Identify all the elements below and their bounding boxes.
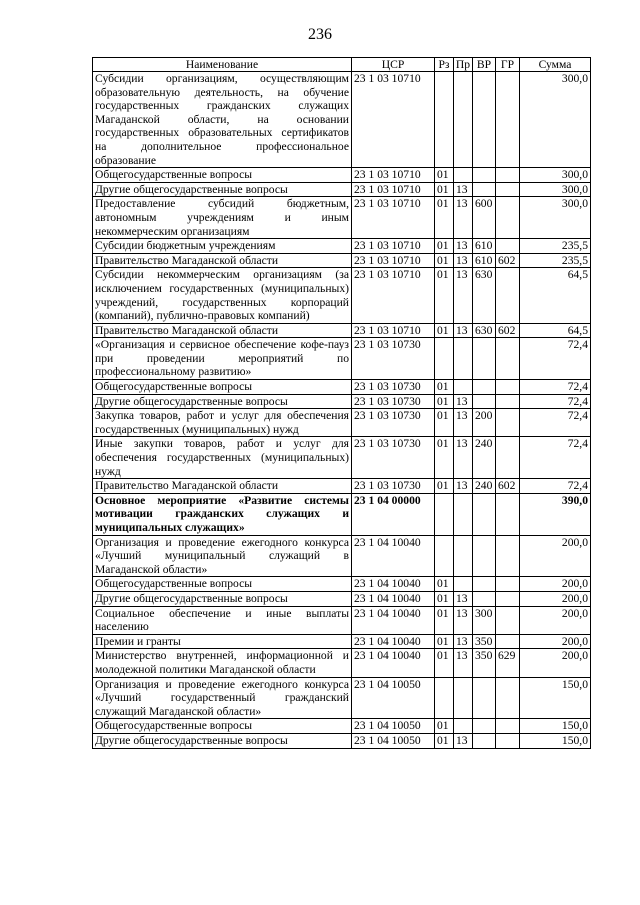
table-row: [93, 268, 591, 323]
row-vr: 350: [473, 634, 496, 649]
row-rz: [435, 338, 454, 380]
table-header-row: [93, 58, 591, 72]
table-row: [93, 733, 591, 748]
row-gr: 629: [496, 649, 520, 677]
row-pr: 13: [454, 409, 473, 437]
row-vr: [473, 493, 496, 535]
row-code: 23 1 03 10730: [352, 437, 435, 479]
row-code: 23 1 04 10050: [352, 733, 435, 748]
row-sum: 64,5: [520, 268, 591, 323]
row-vr: [473, 394, 496, 409]
row-name: Другие общегосударственные вопросы: [93, 733, 352, 748]
row-name: Правительство Магаданской области: [93, 323, 352, 338]
row-vr: [473, 168, 496, 183]
row-name: Предоставление субсидий бюджетным, автономным учреждениям и иным некоммерческим организациям: [93, 197, 352, 239]
row-vr: 630: [473, 268, 496, 323]
row-code: 23 1 03 10730: [352, 409, 435, 437]
row-sum: 72,4: [520, 338, 591, 380]
row-pr: [454, 72, 473, 168]
row-sum: 200,0: [520, 606, 591, 634]
row-gr: [496, 394, 520, 409]
row-vr: 350: [473, 649, 496, 677]
row-sum: 200,0: [520, 577, 591, 592]
row-gr: 602: [496, 253, 520, 268]
row-rz: 01: [435, 323, 454, 338]
row-vr: 240: [473, 479, 496, 494]
row-vr: [473, 535, 496, 577]
row-vr: 600: [473, 197, 496, 239]
row-vr: 610: [473, 253, 496, 268]
table-row: [93, 649, 591, 677]
row-gr: 602: [496, 323, 520, 338]
row-code: 23 1 03 10710: [352, 253, 435, 268]
table-row: [93, 719, 591, 734]
row-pr: 13: [454, 733, 473, 748]
row-code: 23 1 04 00000: [352, 493, 435, 535]
row-vr: 630: [473, 323, 496, 338]
row-rz: 01: [435, 437, 454, 479]
row-pr: [454, 168, 473, 183]
row-code: 23 1 03 10730: [352, 394, 435, 409]
row-code: 23 1 03 10710: [352, 72, 435, 168]
row-sum: 72,4: [520, 394, 591, 409]
row-sum: 200,0: [520, 649, 591, 677]
row-sum: 72,4: [520, 409, 591, 437]
table-body: [93, 72, 591, 749]
table-row: [93, 437, 591, 479]
row-pr: 13: [454, 437, 473, 479]
row-name: Другие общегосударственные вопросы: [93, 591, 352, 606]
row-name: Министерство внутренней, информационной и молодежной политики Магаданской области: [93, 649, 352, 677]
table-row: [93, 577, 591, 592]
row-name: Субсидии организациям, осуществляющим образовательную деятельность, на обучение государственных гражданских служащих Магаданской области, на основании государственных образовательных сертификатов на дополнительное профессиональное образование: [93, 72, 352, 168]
row-name: Общегосударственные вопросы: [93, 577, 352, 592]
row-rz: [435, 677, 454, 719]
row-rz: 01: [435, 649, 454, 677]
row-gr: [496, 72, 520, 168]
row-code: 23 1 03 10710: [352, 323, 435, 338]
row-name: Общегосударственные вопросы: [93, 168, 352, 183]
row-code: 23 1 03 10710: [352, 197, 435, 239]
table-row: [93, 394, 591, 409]
row-code: 23 1 04 10040: [352, 577, 435, 592]
row-vr: 300: [473, 606, 496, 634]
row-code: 23 1 03 10730: [352, 380, 435, 395]
table-row: [93, 338, 591, 380]
row-sum: 300,0: [520, 168, 591, 183]
row-gr: [496, 409, 520, 437]
row-pr: [454, 719, 473, 734]
row-name: Общегосударственные вопросы: [93, 719, 352, 734]
row-vr: [473, 577, 496, 592]
row-name: Организация и проведение ежегодного конкурса «Лучший государственный гражданский служащий Магаданской области»: [93, 677, 352, 719]
row-code: 23 1 03 10730: [352, 479, 435, 494]
table-row: [93, 168, 591, 183]
table-row: [93, 380, 591, 395]
row-vr: [473, 677, 496, 719]
row-rz: 01: [435, 268, 454, 323]
row-rz: 01: [435, 409, 454, 437]
row-vr: [473, 72, 496, 168]
row-code: 23 1 03 10710: [352, 168, 435, 183]
row-rz: 01: [435, 380, 454, 395]
row-code: 23 1 04 10040: [352, 649, 435, 677]
row-gr: [496, 197, 520, 239]
row-code: 23 1 04 10050: [352, 719, 435, 734]
row-sum: 390,0: [520, 493, 591, 535]
row-rz: 01: [435, 479, 454, 494]
row-sum: 300,0: [520, 197, 591, 239]
row-pr: 13: [454, 253, 473, 268]
header-sum: Сумма: [520, 58, 591, 72]
row-pr: 13: [454, 239, 473, 254]
table-row: [93, 253, 591, 268]
row-gr: [496, 733, 520, 748]
budget-table: [92, 57, 591, 749]
row-vr: [473, 182, 496, 197]
row-rz: 01: [435, 168, 454, 183]
row-gr: [496, 591, 520, 606]
table-row: [93, 479, 591, 494]
table-row: [93, 409, 591, 437]
row-rz: 01: [435, 197, 454, 239]
row-rz: [435, 493, 454, 535]
row-gr: [496, 338, 520, 380]
header-pr: Пр: [454, 58, 473, 72]
row-sum: 150,0: [520, 733, 591, 748]
row-sum: 235,5: [520, 239, 591, 254]
table-row: [93, 634, 591, 649]
row-sum: 72,4: [520, 437, 591, 479]
row-name: Субсидии бюджетным учреждениям: [93, 239, 352, 254]
row-pr: [454, 493, 473, 535]
row-pr: [454, 338, 473, 380]
row-pr: 13: [454, 197, 473, 239]
table-row: [93, 72, 591, 168]
row-gr: [496, 606, 520, 634]
row-name: Премии и гранты: [93, 634, 352, 649]
row-pr: [454, 535, 473, 577]
row-pr: 13: [454, 268, 473, 323]
row-gr: [496, 239, 520, 254]
row-sum: 235,5: [520, 253, 591, 268]
row-code: 23 1 04 10040: [352, 606, 435, 634]
row-sum: 64,5: [520, 323, 591, 338]
row-name: Правительство Магаданской области: [93, 253, 352, 268]
row-code: 23 1 04 10050: [352, 677, 435, 719]
table-row: [93, 197, 591, 239]
row-sum: 72,4: [520, 479, 591, 494]
row-vr: [473, 733, 496, 748]
row-pr: 13: [454, 591, 473, 606]
row-vr: 200: [473, 409, 496, 437]
row-gr: [496, 577, 520, 592]
row-rz: 01: [435, 182, 454, 197]
row-vr: 610: [473, 239, 496, 254]
row-gr: [496, 719, 520, 734]
row-sum: 300,0: [520, 182, 591, 197]
header-code: ЦСР: [352, 58, 435, 72]
row-sum: 150,0: [520, 719, 591, 734]
row-pr: [454, 577, 473, 592]
row-name: Иные закупки товаров, работ и услуг для обеспечения государственных (муниципальных) нужд: [93, 437, 352, 479]
row-gr: [496, 182, 520, 197]
header-gr: ГР: [496, 58, 520, 72]
header-vr: ВР: [473, 58, 496, 72]
row-code: 23 1 04 10040: [352, 634, 435, 649]
row-sum: 200,0: [520, 535, 591, 577]
row-vr: 240: [473, 437, 496, 479]
row-gr: [496, 535, 520, 577]
row-pr: 13: [454, 634, 473, 649]
row-name: Правительство Магаданской области: [93, 479, 352, 494]
row-gr: [496, 677, 520, 719]
row-vr: [473, 719, 496, 734]
row-rz: 01: [435, 394, 454, 409]
row-pr: [454, 380, 473, 395]
row-vr: [473, 380, 496, 395]
row-rz: 01: [435, 634, 454, 649]
row-rz: [435, 72, 454, 168]
row-code: 23 1 04 10040: [352, 535, 435, 577]
row-sum: 200,0: [520, 634, 591, 649]
row-gr: [496, 634, 520, 649]
row-code: 23 1 03 10710: [352, 268, 435, 323]
row-name: Другие общегосударственные вопросы: [93, 182, 352, 197]
row-rz: 01: [435, 606, 454, 634]
header-name: Наименование: [93, 58, 352, 72]
row-gr: [496, 380, 520, 395]
table-row: [93, 591, 591, 606]
row-pr: 13: [454, 649, 473, 677]
row-name: Социальное обеспечение и иные выплаты населению: [93, 606, 352, 634]
table-row: [93, 239, 591, 254]
header-rz: Рз: [435, 58, 454, 72]
row-sum: 72,4: [520, 380, 591, 395]
table-row: [93, 677, 591, 719]
row-code: 23 1 03 10730: [352, 338, 435, 380]
row-code: 23 1 03 10710: [352, 182, 435, 197]
row-name: «Организация и сервисное обеспечение кофе-пауз при проведении мероприятий по профессиональному развитию»: [93, 338, 352, 380]
row-pr: 13: [454, 394, 473, 409]
row-sum: 300,0: [520, 72, 591, 168]
row-gr: [496, 268, 520, 323]
row-pr: 13: [454, 182, 473, 197]
row-code: 23 1 03 10710: [352, 239, 435, 254]
row-rz: [435, 535, 454, 577]
row-sum: 200,0: [520, 591, 591, 606]
row-gr: 602: [496, 479, 520, 494]
row-rz: 01: [435, 591, 454, 606]
row-gr: [496, 493, 520, 535]
row-name: Общегосударственные вопросы: [93, 380, 352, 395]
row-name: Закупка товаров, работ и услуг для обеспечения государственных (муниципальных) нужд: [93, 409, 352, 437]
row-rz: 01: [435, 577, 454, 592]
table-row: [93, 535, 591, 577]
row-vr: [473, 591, 496, 606]
row-gr: [496, 437, 520, 479]
row-pr: [454, 677, 473, 719]
row-rz: 01: [435, 733, 454, 748]
row-name: Организация и проведение ежегодного конкурса «Лучший муниципальный служащий в Магаданской области»: [93, 535, 352, 577]
table-row: [93, 606, 591, 634]
row-rz: 01: [435, 239, 454, 254]
table-row: [93, 182, 591, 197]
row-pr: 13: [454, 479, 473, 494]
page-number: 236: [308, 26, 332, 43]
row-rz: 01: [435, 253, 454, 268]
row-vr: [473, 338, 496, 380]
row-name: Другие общегосударственные вопросы: [93, 394, 352, 409]
row-code: 23 1 04 10040: [352, 591, 435, 606]
row-rz: 01: [435, 719, 454, 734]
row-name: Основное мероприятие «Развитие системы мотивации гражданских служащих и муниципальных служащих»: [93, 493, 352, 535]
row-pr: 13: [454, 606, 473, 634]
row-pr: 13: [454, 323, 473, 338]
table-row: [93, 493, 591, 535]
row-gr: [496, 168, 520, 183]
table-row: [93, 323, 591, 338]
row-name: Субсидии некоммерческим организациям (за исключением государственных (муниципальных) учреждений, государственных корпораций (компаний), публично-правовых компаний): [93, 268, 352, 323]
row-sum: 150,0: [520, 677, 591, 719]
